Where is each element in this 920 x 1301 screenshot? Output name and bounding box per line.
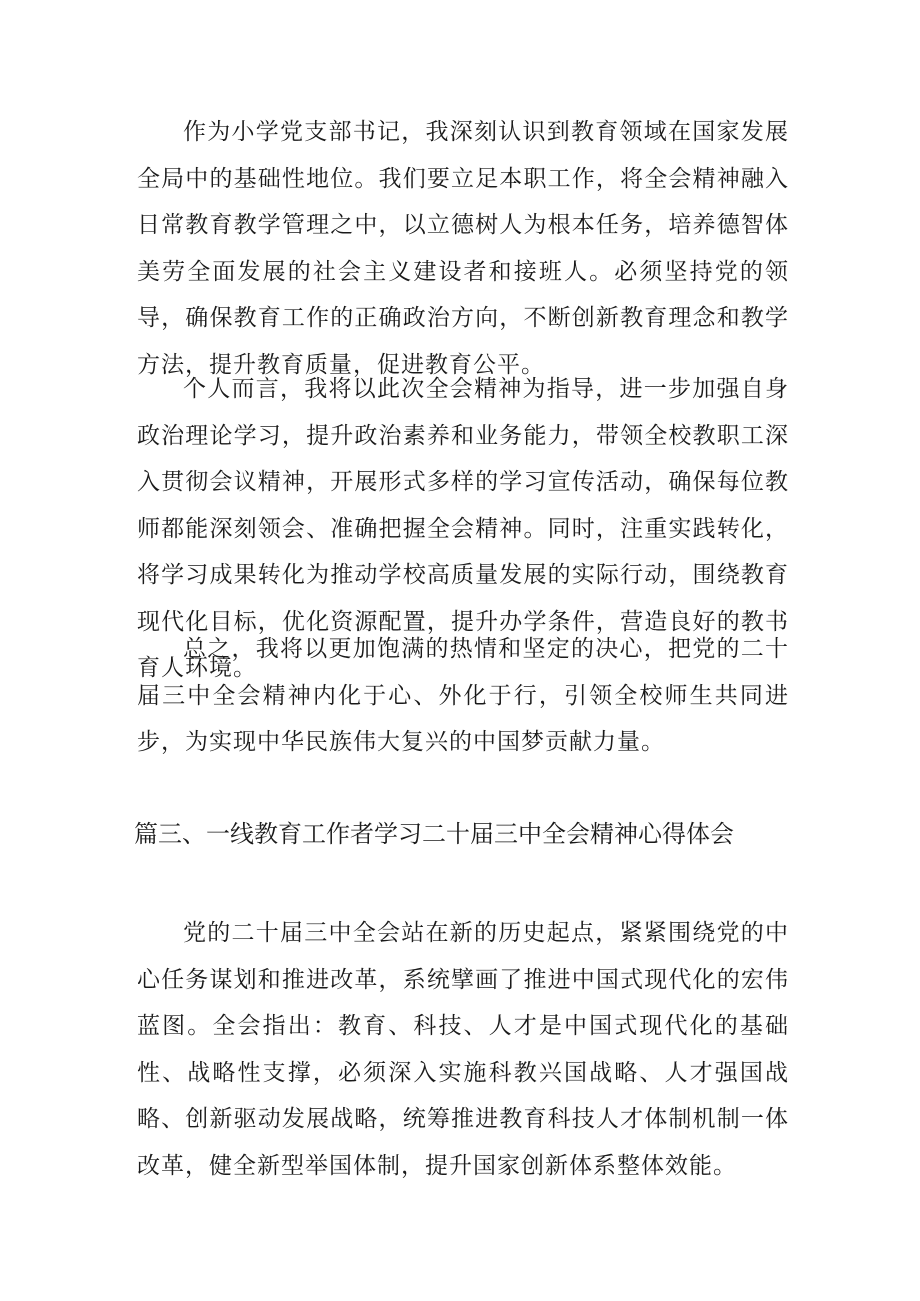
paragraph-plenum-intro: 党的二十届三中全会站在新的历史起点，紧紧围绕党的中心任务谋划和推进改革，系统擘画了推进中国式现代化的宏伟蓝图。全会指出：教育、科技、人才是中国式现代化的基础性、战略性支撑，必须深入实施科教兴国战略、人才强国战略、创新驱动发展战略，统筹推进教育科技人才体制机制一体改革，健全新型举国体制，提升国家创新体系整体效能。 bbox=[137, 920, 789, 1179]
section-heading: 篇三、一线教育工作者学习二十届三中全会精神心得体会 bbox=[134, 820, 734, 848]
paragraph-party-secretary: 作为小学党支部书记，我深刻认识到教育领域在国家发展全局中的基础性地位。我们要立足本职工作，将全会精神融入日常教育教学管理之中，以立德树人为根本任务，培养德智体美劳全面发展的社会主义建设者和接班人。必须坚持党的领导，确保教育工作的正确政治方向，不断创新教育理念和教学方法，提升教育质量，促进教育公平。 bbox=[137, 119, 789, 378]
paragraph-conclusion: 总之，我将以更加饱满的热情和坚定的决心，把党的二十届三中全会精神内化于心、外化于行，引领全校师生共同进步，为实现中华民族伟大复兴的中国梦贡献力量。 bbox=[137, 636, 789, 755]
paragraph-personal-plan: 个人而言，我将以此次全会精神为指导，进一步加强自身政治理论学习，提升政治素养和业务能力，带领全校教职工深入贯彻会议精神，开展形式多样的学习宣传活动，确保每位教师都能深刻领会、准确把握全会精神。同时，注重实践转化，将学习成果转化为推动学校高质量发展的实际行动，围绕教育现代化目标，优化资源配置，提升办学条件，营造良好的教书育人环境。 bbox=[137, 376, 789, 681]
